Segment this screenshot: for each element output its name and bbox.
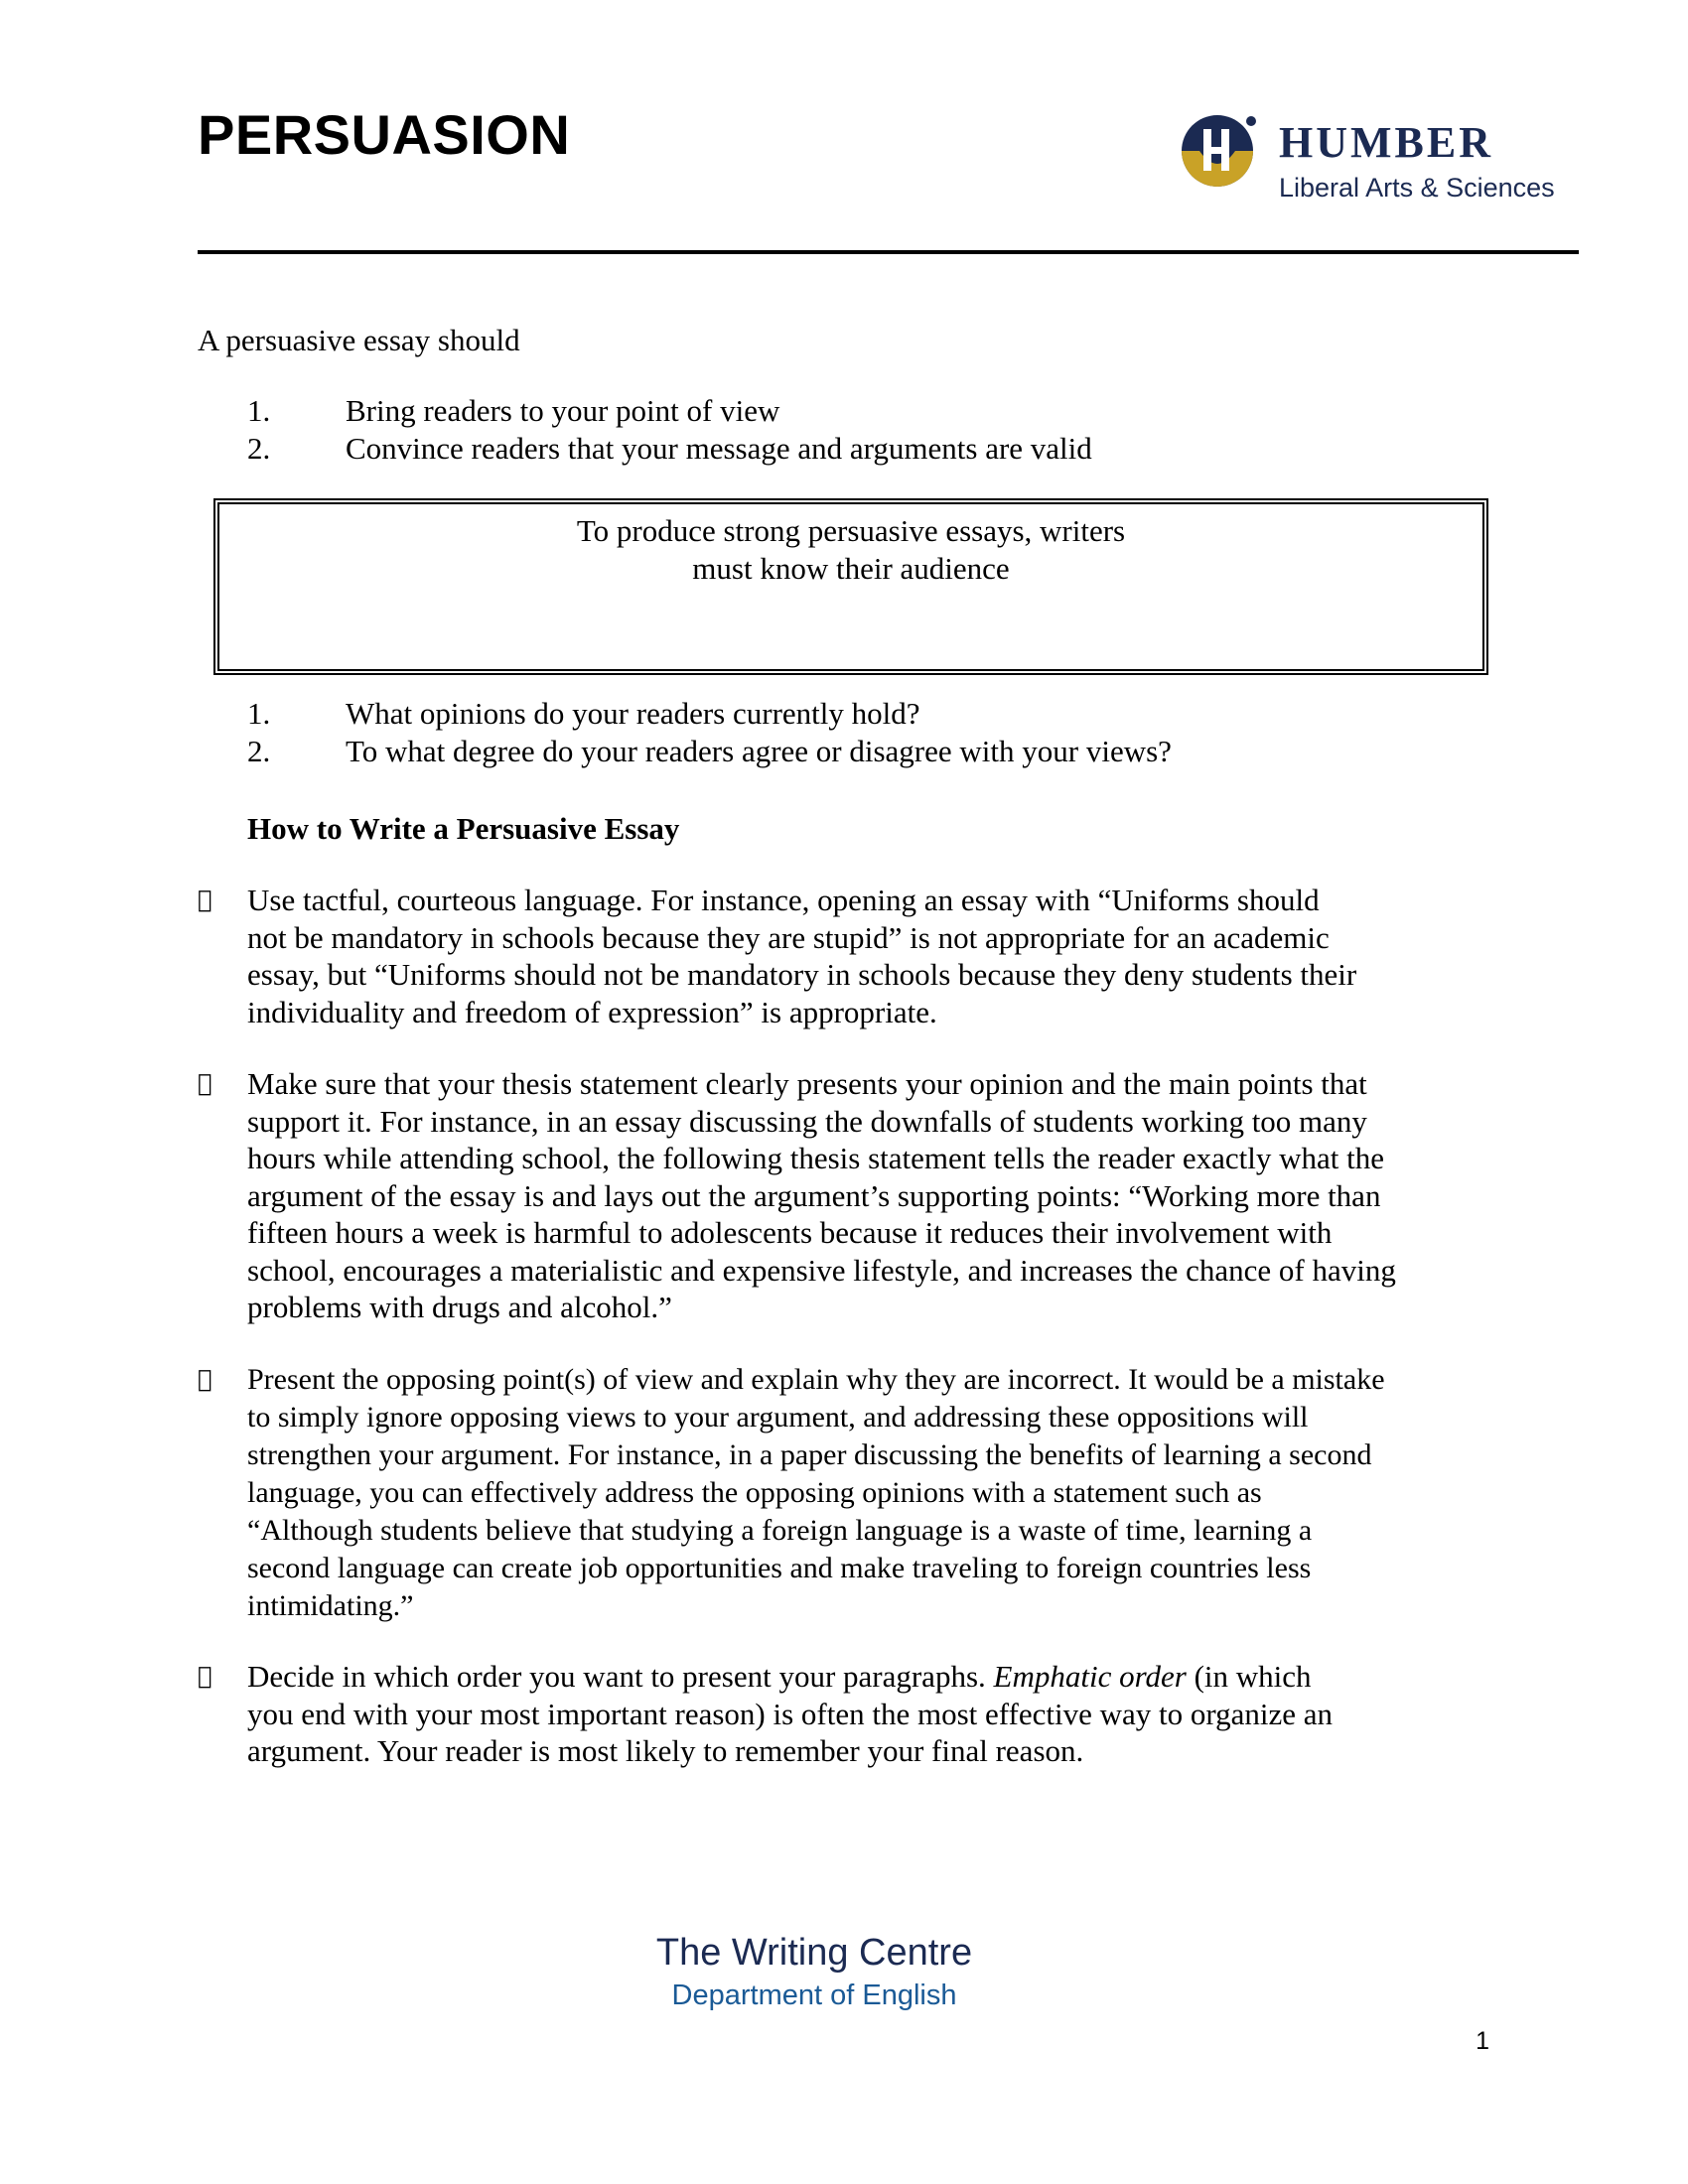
text-line: Use tactful, courteous language. For instance, opening an essay with “Uniforms should — [247, 883, 1320, 917]
text-line: fifteen hours a week is harmful to adolescents because it reduces their involvement with — [247, 1215, 1333, 1250]
logo-wordmark: HUMBER — [1279, 118, 1493, 167]
humber-logo — [1178, 103, 1575, 212]
list-text: What opinions do your readers currently hold? — [346, 696, 920, 731]
text-line: argument. Your reader is most likely to remember your final reason. — [247, 1733, 1084, 1768]
list-number: 2. — [247, 734, 271, 768]
bullet-square-icon — [198, 1658, 247, 1770]
footer-subtitle: Department of English — [671, 1979, 957, 2011]
text-line: to simply ignore opposing views to your argument, and addressing these oppositions will — [247, 1401, 1309, 1433]
text-line: not be mandatory in schools because they are stupid” is not appropriate for an academic — [247, 919, 1330, 955]
bullet-item — [198, 1361, 1488, 1625]
goals-list — [247, 392, 1092, 468]
list-item — [247, 733, 1172, 770]
list-number: 1. — [247, 696, 271, 731]
text-segment: (in which — [1186, 1659, 1312, 1694]
text-line: support it. For instance, in an essay discussing the downfalls of students working too many — [247, 1103, 1367, 1139]
text-line: you end with your most important reason) is often the most effective way to organize an — [247, 1696, 1334, 1731]
text-line: argument of the essay is and lays out the argument’s supporting points: “Working more than — [247, 1177, 1381, 1213]
list-text: Convince readers that your message and arguments are valid — [346, 431, 1092, 466]
callout-line: must know their audience — [692, 551, 1010, 586]
page-title: PERSUASION — [198, 103, 571, 166]
text-line: essay, but “Uniforms should not be mandatory in schools because they deny students their — [247, 957, 1357, 992]
text-line: problems with drugs and alcohol.” — [247, 1290, 672, 1324]
callout-box — [213, 498, 1488, 675]
audience-questions-list — [247, 695, 1172, 770]
footer-title: The Writing Centre — [655, 1932, 973, 1974]
humber-emblem-icon — [1178, 107, 1267, 197]
text-segment: Decide in which order you want to present your paragraphs. — [247, 1659, 994, 1694]
bullet-item — [198, 882, 1488, 1030]
text-line — [247, 1658, 1333, 1696]
list-item — [247, 695, 1172, 733]
text-line: intimidating.” — [247, 1589, 414, 1622]
callout-line: To produce strong persuasive essays, writers — [576, 513, 1126, 548]
header-divider — [198, 250, 1579, 254]
list-item — [247, 430, 1092, 468]
list-item — [247, 392, 1092, 430]
bullet-square-icon — [198, 882, 247, 1030]
text-line: “Although students believe that studying a foreign language is a waste of time, learning a — [247, 1514, 1313, 1547]
text-line: strengthen your argument. For instance, in a paper discussing the benefits of learning a second — [247, 1438, 1372, 1471]
text-line: school, encourages a materialistic and expensive lifestyle, and increases the chance of having — [247, 1252, 1396, 1288]
text-line: individuality and freedom of expression” is appropriate. — [247, 994, 937, 1029]
list-text: Bring readers to your point of view — [346, 393, 780, 428]
text-line: second language can create job opportunities and make traveling to foreign countries less — [247, 1552, 1312, 1584]
bullet-square-icon — [198, 1361, 247, 1625]
intro-text: A persuasive essay should — [198, 323, 520, 357]
text-line: language, you can effectively address the opposing opinions with a statement such as — [247, 1476, 1262, 1509]
text-line: Present the opposing point(s) of view and explain why they are incorrect. It would be a mistake — [247, 1363, 1385, 1396]
page-number: 1 — [1476, 2027, 1489, 2055]
list-number: 1. — [247, 393, 271, 428]
bullet-square-icon — [198, 1065, 247, 1326]
text-line: Make sure that your thesis statement clearly presents your opinion and the main points that — [247, 1066, 1367, 1101]
emphasis-term: Emphatic order — [993, 1659, 1187, 1694]
logo-subtitle: Liberal Arts & Sciences — [1279, 173, 1555, 203]
text-line: hours while attending school, the following thesis statement tells the reader exactly what the — [247, 1141, 1384, 1175]
bullet-item — [198, 1065, 1488, 1326]
bullet-item — [198, 1658, 1488, 1770]
list-text: To what degree do your readers agree or disagree with your views? — [346, 734, 1172, 768]
list-number: 2. — [247, 431, 271, 466]
section-heading: How to Write a Persuasive Essay — [247, 811, 680, 846]
